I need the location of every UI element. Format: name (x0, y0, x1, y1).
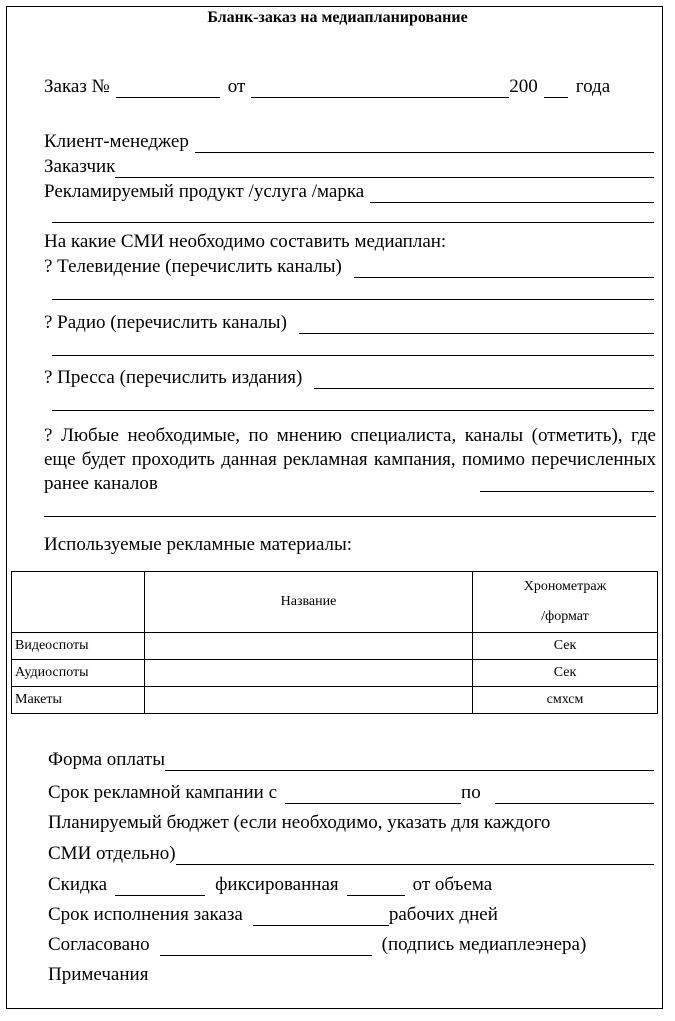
radio-field-extra[interactable] (52, 355, 654, 356)
campaign-period-row (48, 782, 654, 804)
approved-note: (подпись медиаплеэнера) (381, 934, 587, 955)
row-chrono-audio: Сек (473, 660, 658, 687)
row-label-layouts: Макеты (12, 687, 145, 714)
deadline-row (48, 904, 498, 926)
press-label: ? Пресса (перечислить издания) (44, 367, 303, 388)
tv-label: ? Телевидение (перечислить каналы) (44, 256, 342, 277)
row-name-video-field[interactable] (145, 633, 473, 660)
table-row (12, 633, 658, 660)
table-header-name: Название (145, 572, 473, 633)
customer-field[interactable] (115, 160, 654, 178)
payment-label: Форма оплаты (48, 749, 165, 770)
discount-of-volume-label: от объема (412, 874, 493, 895)
order-row (44, 76, 642, 98)
row-name-audio-field[interactable] (145, 660, 473, 687)
table-row (12, 687, 658, 714)
product-field-extra[interactable] (52, 222, 654, 223)
table-header-row (12, 572, 658, 633)
budget-row-1 (48, 812, 660, 834)
table-header-chrono (473, 572, 658, 633)
deadline-field[interactable] (253, 908, 389, 926)
other-channels-text: ? Любые необходимые, по мнению специалиста, каналы (отметить), где еще будет проходить данная рекламная кампания, помимо перечисленных ранее каналов (44, 425, 656, 494)
materials-heading (44, 534, 352, 556)
press-field-extra[interactable] (52, 410, 654, 411)
row-label-video: Видеоспоты (12, 633, 145, 660)
tv-field[interactable] (354, 260, 654, 278)
budget-row-2 (48, 843, 654, 865)
deadline-unit-label: рабочих дней (388, 904, 498, 925)
discount-row (48, 874, 492, 896)
radio-row (44, 312, 654, 334)
deadline-label: Срок исполнения заказа (48, 904, 243, 925)
product-row (44, 181, 654, 203)
budget-label-line1: Планируемый бюджет (если необходимо, указать для каждого (48, 812, 551, 833)
approved-label: Согласовано (48, 934, 150, 955)
order-label: Заказ № (44, 76, 110, 97)
press-row (44, 367, 654, 389)
client-manager-row (44, 131, 654, 153)
order-year-suffix: года (575, 76, 611, 97)
radio-label: ? Радио (перечислить каналы) (44, 312, 287, 333)
table-header-empty (12, 572, 145, 633)
other-channels-field[interactable] (480, 491, 654, 492)
campaign-to-label: по (461, 782, 481, 803)
tv-row (44, 256, 654, 278)
discount-fixed-field[interactable] (347, 878, 405, 896)
product-field[interactable] (370, 185, 654, 203)
materials-table (11, 571, 658, 714)
press-field[interactable] (314, 371, 654, 389)
discount-field[interactable] (115, 878, 205, 896)
approved-signature-field[interactable] (160, 938, 372, 956)
row-name-layouts-field[interactable] (145, 687, 473, 714)
payment-row (48, 749, 654, 771)
discount-label: Скидка (48, 874, 108, 895)
order-number-field[interactable] (116, 80, 220, 98)
form-title: Бланк-заказ на медиапланирование (207, 9, 468, 26)
approved-row (48, 934, 586, 956)
order-year-field[interactable] (544, 80, 568, 98)
table-row (12, 660, 658, 687)
order-year-prefix: 200 (509, 76, 538, 97)
budget-label-line2: СМИ отдельно) (48, 843, 176, 864)
radio-field[interactable] (299, 316, 654, 334)
client-manager-field[interactable] (195, 135, 654, 153)
table-header-chrono-line2: /формат (541, 609, 589, 624)
campaign-end-field[interactable] (495, 786, 654, 804)
order-from-label: от (227, 76, 246, 97)
tv-field-extra[interactable] (52, 299, 654, 300)
customer-label: Заказчик (44, 156, 116, 177)
materials-heading-text: Используемые рекламные материалы: (44, 534, 353, 555)
row-chrono-video: Сек (473, 633, 658, 660)
campaign-start-field[interactable] (285, 786, 461, 804)
client-manager-label: Клиент-менеджер (44, 131, 189, 152)
order-date-field[interactable] (251, 80, 509, 98)
payment-field[interactable] (165, 753, 654, 771)
notes-label: Примечания (48, 964, 149, 985)
budget-field[interactable] (176, 847, 654, 865)
campaign-period-label: Срок рекламной кампании с (48, 782, 278, 803)
media-question-text: На какие СМИ необходимо составить медиаплан: (44, 231, 447, 252)
row-chrono-layouts: смхсм (473, 687, 658, 714)
product-label: Рекламируемый продукт /услуга /марка (44, 181, 365, 202)
media-question (44, 231, 446, 253)
row-label-audio: Аудиоспоты (12, 660, 145, 687)
notes-row (48, 964, 148, 986)
discount-fixed-label: фиксированная (215, 874, 339, 895)
customer-row (44, 156, 654, 178)
table-header-chrono-line1: Хронометраж (523, 579, 607, 594)
other-channels-field-extra[interactable] (44, 516, 656, 517)
